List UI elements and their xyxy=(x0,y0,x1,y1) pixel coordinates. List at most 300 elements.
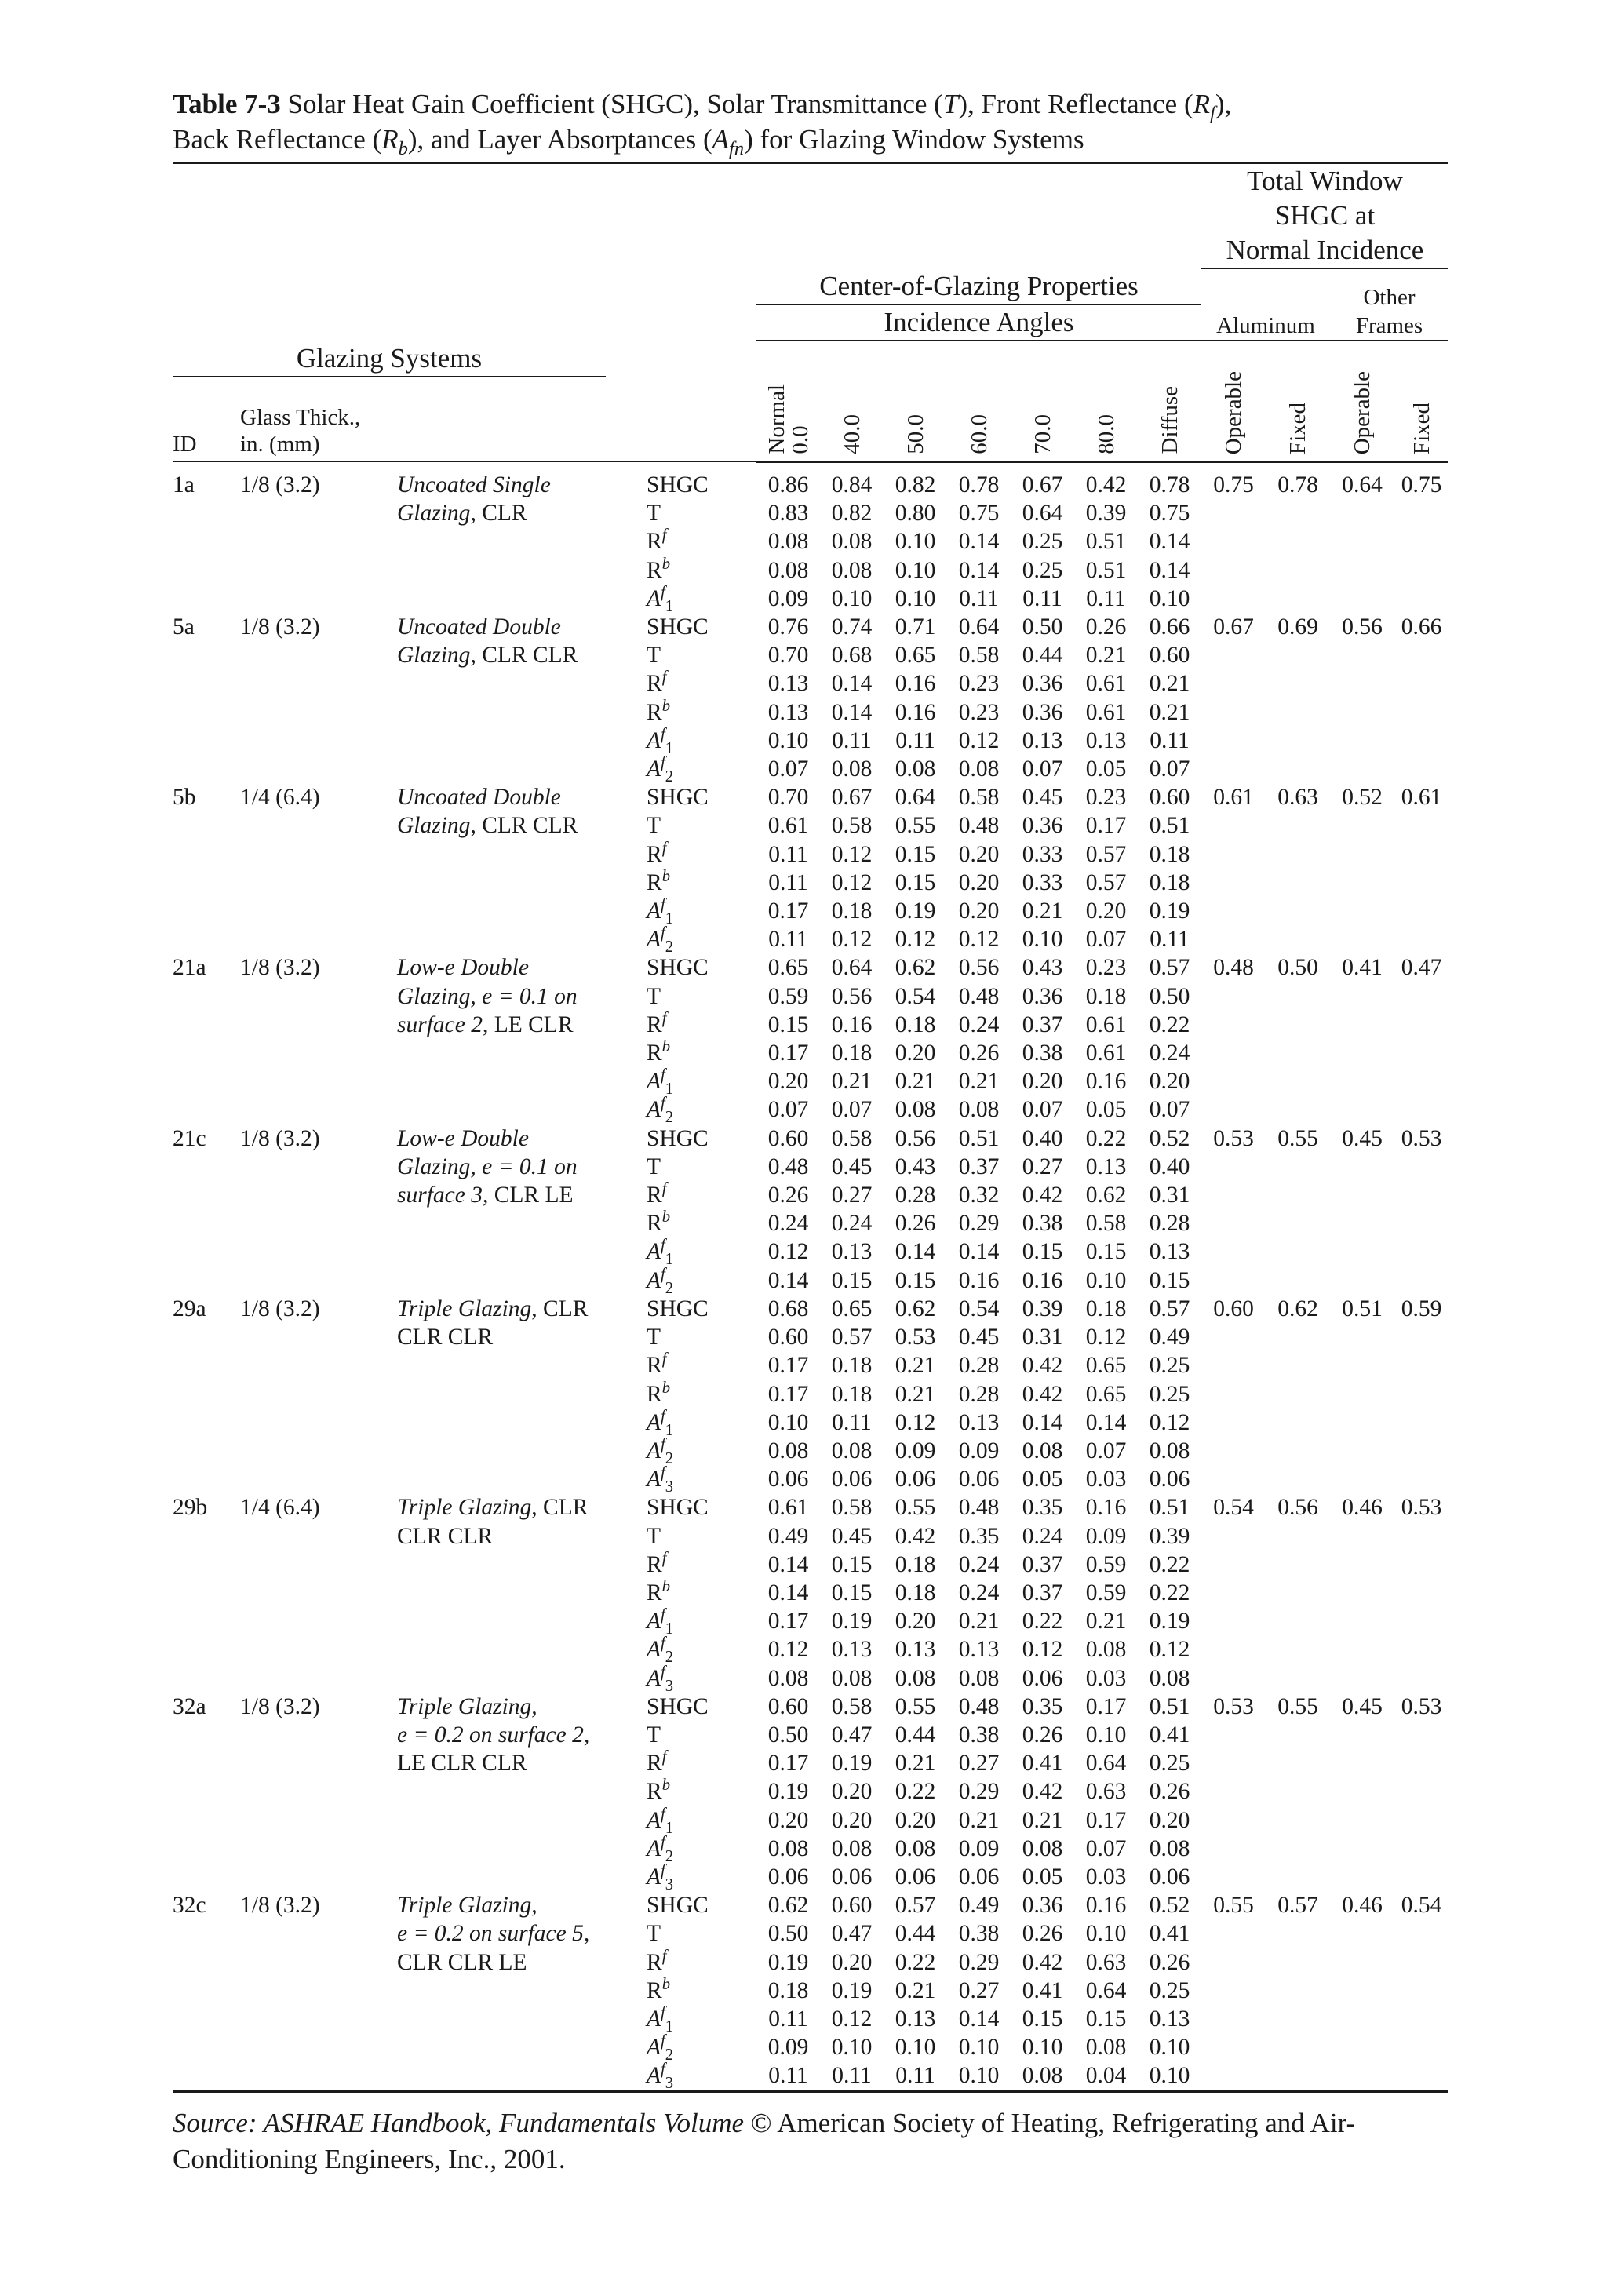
total-window-value xyxy=(1330,1863,1394,1891)
glazing-value: 0.35 xyxy=(958,1523,1000,1549)
glazing-value: 0.42 xyxy=(1085,472,1127,497)
system-id xyxy=(173,897,240,925)
glazing-value: 0.19 xyxy=(831,1751,873,1777)
glazing-value: 0.14 xyxy=(895,1239,936,1265)
total-window-value xyxy=(1266,811,1330,840)
caption-line-1: Solar Heat Gain Coefficient (SHGC), Solar Transmittance (T), Front Reflectance $(R_f)$, xyxy=(287,89,1232,124)
total-window-value: 0.57 xyxy=(1277,1893,1318,1919)
glazing-value: 0.15 xyxy=(1022,1239,1063,1265)
source-rest: © American Society of Heating, Refrigerating and Air-Conditioning Engineers, Inc., 2001. xyxy=(173,2107,1356,2174)
table-row xyxy=(173,1522,1448,1551)
system-description xyxy=(397,869,647,897)
glazing-value: 0.38 xyxy=(1022,1040,1063,1066)
system-id xyxy=(173,982,240,1011)
glazing-value: 0.10 xyxy=(1085,1722,1127,1748)
total-window-value: 0.45 xyxy=(1342,1693,1383,1719)
total-window-value: 0.62 xyxy=(1277,1296,1318,1321)
total-window-value xyxy=(1394,840,1448,869)
total-window-value xyxy=(1201,1323,1266,1351)
glass-thickness xyxy=(240,982,397,1011)
glazing-value: 0.55 xyxy=(895,813,936,839)
system-description xyxy=(397,1835,647,1863)
glazing-value: 0.41 xyxy=(1022,1751,1063,1777)
glazing-value: 0.11 xyxy=(895,2063,935,2089)
center-of-glazing-header xyxy=(756,269,1201,305)
other-frames-line-2: Frames xyxy=(1355,313,1423,338)
glazing-value: 0.70 xyxy=(767,643,809,669)
system-description xyxy=(397,1437,647,1465)
glass-thickness xyxy=(240,1721,397,1749)
glass-thickness xyxy=(240,698,397,727)
table-header xyxy=(173,163,1448,472)
system-id xyxy=(173,1351,240,1379)
glazing-value: 0.20 xyxy=(831,1779,873,1805)
glazing-value: 0.20 xyxy=(1085,898,1127,924)
glazing-value: 0.09 xyxy=(895,1438,936,1463)
glass-thickness xyxy=(240,1863,397,1891)
total-window-value: 0.47 xyxy=(1401,955,1442,981)
total-window-value xyxy=(1330,982,1394,1011)
glazing-value: 0.18 xyxy=(895,1580,936,1605)
total-window-value xyxy=(1266,925,1330,953)
glazing-value: 0.21 xyxy=(958,1069,1000,1095)
total-window-value xyxy=(1201,755,1266,783)
table-row xyxy=(173,1124,1448,1153)
glazing-value: 0.12 xyxy=(1149,1409,1190,1435)
total-window-value xyxy=(1330,1409,1394,1437)
glazing-value: 0.25 xyxy=(1022,557,1063,583)
glass-thickness xyxy=(240,1181,397,1209)
glazing-value: 0.25 xyxy=(1149,1353,1190,1379)
total-window-value xyxy=(1330,1835,1394,1863)
glazing-value: 0.44 xyxy=(1022,643,1063,669)
glazing-value: 0.24 xyxy=(958,1011,1000,1037)
glass-thickness xyxy=(240,1351,397,1379)
glazing-value: 0.08 xyxy=(1022,1835,1063,1861)
glazing-value: 0.12 xyxy=(895,927,936,953)
system-id xyxy=(173,1522,240,1551)
glazing-value: 0.20 xyxy=(831,1949,873,1975)
glazing-value: 0.42 xyxy=(1022,1381,1063,1407)
glazing-value: 0.60 xyxy=(1149,643,1190,669)
system-description: e = 0.2 on surface 2, xyxy=(397,1722,590,1748)
property-label: $R^f$ xyxy=(647,1180,667,1208)
glazing-value: 0.06 xyxy=(1022,1665,1063,1691)
table-row xyxy=(173,1948,1448,1977)
glazing-value: 0.28 xyxy=(1149,1211,1190,1237)
glazing-value: 0.23 xyxy=(958,699,1000,725)
total-window-value xyxy=(1330,1266,1394,1295)
glazing-value: 0.61 xyxy=(1085,1011,1127,1037)
total-window-value xyxy=(1394,1635,1448,1664)
system-description: surface 3, CLR LE xyxy=(397,1183,574,1208)
total-window-value xyxy=(1266,1749,1330,1777)
system-id xyxy=(173,1919,240,1948)
glass-thickness xyxy=(240,585,397,613)
glazing-value: 0.22 xyxy=(1149,1580,1190,1605)
system-description xyxy=(397,1237,647,1266)
glazing-value: 0.11 xyxy=(1022,585,1062,611)
total-window-value xyxy=(1201,1948,1266,1977)
total-window-value xyxy=(1201,1579,1266,1607)
incidence-angles-label: Incidence Angles xyxy=(756,305,1201,341)
total-window-value xyxy=(1394,1095,1448,1124)
glazing-value: 0.14 xyxy=(1149,529,1190,555)
total-window-value xyxy=(1330,1635,1394,1664)
total-window-value xyxy=(1394,1607,1448,1635)
glazing-value: 0.17 xyxy=(767,1751,809,1777)
system-id xyxy=(173,1409,240,1437)
glazing-value: 0.11 xyxy=(768,2006,808,2032)
total-window-value xyxy=(1266,641,1330,669)
system-description: e = 0.2 on surface 5, xyxy=(397,1921,590,1947)
glazing-value: 0.22 xyxy=(895,1779,936,1805)
total-window-header xyxy=(1201,163,1448,270)
glazing-value: 0.18 xyxy=(1149,841,1190,867)
glazing-value: 0.17 xyxy=(767,1381,809,1407)
property-label: $R^b$ xyxy=(647,1379,671,1407)
glazing-systems-header: Glazing Systems xyxy=(173,341,606,377)
total-window-value xyxy=(1330,755,1394,783)
glazing-value: 0.20 xyxy=(1149,1807,1190,1833)
glazing-value: 0.16 xyxy=(958,1267,1000,1293)
glazing-value: 0.05 xyxy=(1085,1097,1127,1123)
system-description xyxy=(397,727,647,755)
glazing-value: 0.13 xyxy=(831,1239,873,1265)
col-al-operable-label: Operable xyxy=(1221,370,1246,454)
property-label: $A^f_2$ xyxy=(647,1635,674,1667)
glazing-value: 0.13 xyxy=(1149,1239,1190,1265)
total-window-value xyxy=(1201,1209,1266,1237)
glazing-value: 0.14 xyxy=(958,529,1000,555)
system-description: CLR CLR LE xyxy=(397,1949,527,1975)
col-other-fixed xyxy=(1394,341,1448,462)
col-other-fixed-label: Fixed xyxy=(1408,402,1434,454)
system-id xyxy=(173,1579,240,1607)
glazing-value: 0.58 xyxy=(831,813,873,839)
total-window-value xyxy=(1201,1437,1266,1465)
glazing-value: 0.17 xyxy=(1085,813,1127,839)
glazing-value: 0.24 xyxy=(958,1551,1000,1577)
system-id xyxy=(173,641,240,669)
glazing-value: 0.60 xyxy=(1149,785,1190,811)
total-window-value xyxy=(1394,982,1448,1011)
glazing-value: 0.16 xyxy=(831,1011,873,1037)
system-description xyxy=(397,1777,647,1806)
system-description: Glazing, CLR CLR xyxy=(397,813,578,839)
glazing-value: 0.08 xyxy=(1085,2035,1127,2061)
glass-thickness xyxy=(240,1380,397,1409)
table-row xyxy=(173,1579,1448,1607)
total-window-value xyxy=(1201,1095,1266,1124)
total-window-value xyxy=(1266,1266,1330,1295)
glass-thickness xyxy=(240,1635,397,1664)
glazing-value: 0.22 xyxy=(1149,1551,1190,1577)
glazing-value: 0.19 xyxy=(1149,898,1190,924)
glazing-value: 0.10 xyxy=(895,557,936,583)
glazing-value: 0.08 xyxy=(958,756,1000,782)
total-window-value xyxy=(1201,1181,1266,1209)
glazing-value: 0.15 xyxy=(831,1551,873,1577)
glazing-value: 0.21 xyxy=(895,1977,936,2003)
property-label: $A^f_2$ xyxy=(647,2032,674,2065)
glass-thickness xyxy=(240,727,397,755)
property-label: SHGC xyxy=(647,1693,709,1719)
system-id xyxy=(173,669,240,698)
glass-thickness: 1/8 (3.2) xyxy=(240,1296,320,1321)
glazing-value: 0.36 xyxy=(1022,699,1063,725)
total-window-value xyxy=(1330,811,1394,840)
glazing-value: 0.26 xyxy=(767,1183,809,1208)
property-label: $A^f_1$ xyxy=(647,1237,674,1269)
total-window-value: 0.75 xyxy=(1213,472,1254,497)
system-id xyxy=(173,1948,240,1977)
total-window-value xyxy=(1394,897,1448,925)
glazing-value: 0.48 xyxy=(958,813,1000,839)
total-window-value xyxy=(1266,1095,1330,1124)
glazing-value: 0.51 xyxy=(958,1125,1000,1151)
glazing-value: 0.05 xyxy=(1022,1864,1063,1890)
col-other-operable-label: Operable xyxy=(1350,370,1375,454)
glazing-value: 0.13 xyxy=(831,1637,873,1663)
other-frames-header xyxy=(1330,269,1448,341)
system-id xyxy=(173,1465,240,1493)
glazing-value: 0.27 xyxy=(958,1751,1000,1777)
total-window-value xyxy=(1266,897,1330,925)
table-row xyxy=(173,471,1448,499)
glazing-value: 0.68 xyxy=(767,1296,809,1321)
total-window-value xyxy=(1330,925,1394,953)
glazing-value: 0.06 xyxy=(1149,1864,1190,1890)
property-label: T xyxy=(647,643,661,669)
property-label: $R^f$ xyxy=(647,669,667,697)
col-other-operable xyxy=(1330,341,1394,462)
total-window-value xyxy=(1394,641,1448,669)
table-row xyxy=(173,1863,1448,1891)
table-row xyxy=(173,1380,1448,1409)
total-window-value: 0.55 xyxy=(1277,1125,1318,1151)
property-label: $A^f_2$ xyxy=(647,1095,674,1127)
glazing-value: 0.21 xyxy=(1022,1807,1063,1833)
table-row xyxy=(173,925,1448,953)
system-id xyxy=(173,1380,240,1409)
glazing-value: 0.67 xyxy=(1022,472,1063,497)
document-page xyxy=(173,86,1442,2178)
system-description xyxy=(397,1551,647,1579)
glass-thickness xyxy=(240,1664,397,1693)
table-row xyxy=(173,811,1448,840)
total-window-value: 0.53 xyxy=(1401,1125,1442,1151)
col-diffuse xyxy=(1138,341,1201,462)
glazing-value: 0.16 xyxy=(895,671,936,697)
total-window-line-1: Total Window xyxy=(1247,166,1403,196)
system-id xyxy=(173,556,240,585)
glazing-value: 0.21 xyxy=(1149,671,1190,697)
glass-thickness xyxy=(240,556,397,585)
total-window-value xyxy=(1201,698,1266,727)
glazing-value: 0.31 xyxy=(1022,1325,1063,1350)
total-window-value xyxy=(1266,727,1330,755)
glazing-value: 0.14 xyxy=(831,699,873,725)
total-window-value xyxy=(1330,2005,1394,2033)
glass-thickness xyxy=(240,1522,397,1551)
glazing-value: 0.44 xyxy=(895,1722,936,1748)
total-window-value xyxy=(1266,840,1330,869)
glazing-value: 0.37 xyxy=(958,1153,1000,1179)
glazing-value: 0.17 xyxy=(1085,1807,1127,1833)
system-id xyxy=(173,1806,240,1835)
total-window-value xyxy=(1266,1579,1330,1607)
total-window-value xyxy=(1201,925,1266,953)
glazing-value: 0.10 xyxy=(1149,585,1190,611)
glazing-value: 0.13 xyxy=(767,699,809,725)
glazing-value: 0.78 xyxy=(958,472,1000,497)
glazing-value: 0.61 xyxy=(767,813,809,839)
col-diffuse-label: Diffuse xyxy=(1157,386,1182,454)
total-window-value xyxy=(1201,727,1266,755)
glazing-value: 0.25 xyxy=(1149,1751,1190,1777)
total-window-value xyxy=(1330,2061,1394,2091)
glazing-value: 0.08 xyxy=(831,1665,873,1691)
glazing-value: 0.42 xyxy=(1022,1779,1063,1805)
glazing-value: 0.15 xyxy=(895,841,936,867)
property-label: $A^f_1$ xyxy=(647,1606,674,1638)
glazing-value: 0.37 xyxy=(1022,1551,1063,1577)
glazing-value: 0.24 xyxy=(1022,1523,1063,1549)
glazing-value: 0.23 xyxy=(1085,785,1127,811)
system-description xyxy=(397,897,647,925)
glazing-value: 0.58 xyxy=(831,1693,873,1719)
total-window-value: 0.66 xyxy=(1401,614,1442,640)
glazing-value: 0.10 xyxy=(767,727,809,753)
total-window-value: 0.75 xyxy=(1401,472,1442,497)
glazing-value: 0.36 xyxy=(1022,1893,1063,1919)
glazing-value: 0.63 xyxy=(1085,1779,1127,1805)
total-window-value xyxy=(1394,1266,1448,1295)
total-window-value xyxy=(1394,2033,1448,2061)
glazing-value: 0.62 xyxy=(767,1893,809,1919)
glazing-value: 0.08 xyxy=(767,1665,809,1691)
glass-thickness xyxy=(240,1749,397,1777)
total-window-value xyxy=(1394,811,1448,840)
system-id xyxy=(173,1437,240,1465)
table-row xyxy=(173,1295,1448,1323)
table-row xyxy=(173,2005,1448,2033)
property-label: $R^b$ xyxy=(647,697,671,725)
glazing-value: 0.09 xyxy=(958,1438,1000,1463)
property-label: $A^f_3$ xyxy=(647,1862,674,1893)
glazing-value: 0.20 xyxy=(1022,1069,1063,1095)
total-window-value xyxy=(1201,499,1266,527)
total-window-value xyxy=(1266,1919,1330,1948)
glazing-value: 0.49 xyxy=(1149,1325,1190,1350)
total-window-value xyxy=(1330,1664,1394,1693)
system-description xyxy=(397,1266,647,1295)
table-row xyxy=(173,1465,1448,1493)
glazing-value: 0.50 xyxy=(767,1722,809,1748)
glass-thickness xyxy=(240,1465,397,1493)
property-label: $R^f$ xyxy=(647,1350,667,1379)
total-window-value xyxy=(1394,1919,1448,1948)
glazing-value: 0.26 xyxy=(1085,614,1127,640)
total-window-value xyxy=(1266,1153,1330,1181)
glazing-value: 0.12 xyxy=(1149,1637,1190,1663)
glazing-value: 0.45 xyxy=(958,1325,1000,1350)
glazing-value: 0.11 xyxy=(832,727,872,753)
glazing-value: 0.18 xyxy=(1149,869,1190,895)
glazing-value: 0.39 xyxy=(1085,501,1127,527)
total-window-value xyxy=(1394,1664,1448,1693)
system-id: 5a xyxy=(173,614,195,640)
glazing-value: 0.16 xyxy=(1022,1267,1063,1293)
glazing-value: 0.23 xyxy=(958,671,1000,697)
system-description xyxy=(397,1977,647,2005)
total-window-value xyxy=(1394,1380,1448,1409)
total-window-value xyxy=(1394,1409,1448,1437)
glazing-value: 0.41 xyxy=(1149,1921,1190,1947)
glazing-value: 0.65 xyxy=(1085,1353,1127,1379)
table-row xyxy=(173,641,1448,669)
glazing-value: 0.55 xyxy=(895,1693,936,1719)
glass-thickness xyxy=(240,1237,397,1266)
total-window-value xyxy=(1330,499,1394,527)
total-window-value xyxy=(1201,527,1266,556)
glazing-value: 0.20 xyxy=(895,1040,936,1066)
glass-thickness xyxy=(240,1777,397,1806)
total-window-value xyxy=(1201,1153,1266,1181)
glazing-value: 0.29 xyxy=(958,1949,1000,1975)
table-row xyxy=(173,840,1448,869)
property-label: $A^f_2$ xyxy=(647,1436,674,1467)
system-id xyxy=(173,1209,240,1237)
system-description xyxy=(397,1635,647,1664)
total-window-value xyxy=(1394,1323,1448,1351)
total-window-value xyxy=(1266,556,1330,585)
system-description xyxy=(397,2061,647,2091)
table-row xyxy=(173,613,1448,641)
glazing-value: 0.51 xyxy=(1085,557,1127,583)
glass-thickness xyxy=(240,2061,397,2091)
glazing-value: 0.78 xyxy=(1149,472,1190,497)
glazing-value: 0.19 xyxy=(831,1977,873,2003)
source-italic: Source: ASHRAE Handbook, Fundamentals Volume xyxy=(173,2107,745,2138)
system-id xyxy=(173,1153,240,1181)
property-label: $A^f_1$ xyxy=(647,1407,674,1439)
glazing-value: 0.16 xyxy=(895,699,936,725)
total-window-value xyxy=(1394,1437,1448,1465)
total-window-line-3: Normal Incidence xyxy=(1201,233,1448,269)
glazing-value: 0.14 xyxy=(767,1551,809,1577)
property-label: $R^b$ xyxy=(647,1777,671,1805)
glazing-value: 0.08 xyxy=(895,1835,936,1861)
table-row xyxy=(173,1209,1448,1237)
glazing-value: 0.03 xyxy=(1085,1467,1127,1492)
glazing-value: 0.08 xyxy=(895,1665,936,1691)
glazing-value: 0.07 xyxy=(767,756,809,782)
table-row xyxy=(173,1266,1448,1295)
glazing-value: 0.56 xyxy=(831,983,873,1009)
glazing-value: 0.38 xyxy=(958,1722,1000,1748)
glazing-value: 0.10 xyxy=(1149,2063,1190,2089)
glazing-value: 0.06 xyxy=(831,1864,873,1890)
glass-thick-header-line-2: in. (mm) xyxy=(240,432,320,457)
total-window-value: 0.53 xyxy=(1213,1693,1254,1719)
system-id xyxy=(173,527,240,556)
glazing-value: 0.21 xyxy=(958,1609,1000,1635)
glazing-value: 0.15 xyxy=(831,1580,873,1605)
glazing-value: 0.10 xyxy=(831,585,873,611)
glazing-value: 0.20 xyxy=(895,1609,936,1635)
